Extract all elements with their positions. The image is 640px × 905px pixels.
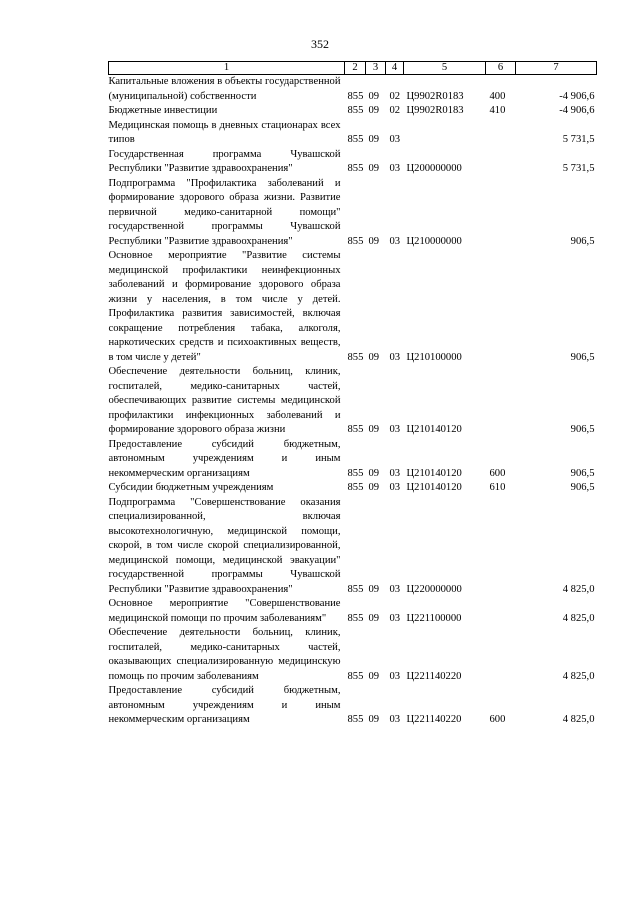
- row-pr-code: 03: [389, 351, 401, 363]
- row-pr-code: 03: [389, 163, 401, 174]
- table-row: [109, 119, 597, 148]
- row-pr-code: 03: [389, 424, 401, 435]
- table-row: [109, 438, 597, 482]
- row-rz-code: 09: [368, 714, 380, 725]
- row-csr-code: [404, 119, 486, 148]
- row-csr-code: Ц221100000: [406, 612, 462, 624]
- row-pr-code: 03: [389, 467, 401, 479]
- table-row: [109, 626, 597, 684]
- row-name: Капитальные вложения в объекты государственной (муниципальной) собственности: [108, 76, 341, 102]
- header-col-5: 5: [404, 62, 486, 75]
- row-csr-code: Ц9902R0183: [406, 105, 464, 116]
- row-sum: 5 731,5: [562, 163, 595, 174]
- row-sum: 906,5: [570, 235, 595, 247]
- row-pr-code: 03: [389, 482, 401, 493]
- row-name: Основное мероприятие "Совершенствование медицинской помощи по прочим заболеваниям": [108, 598, 341, 624]
- header-col-4: 4: [386, 62, 404, 75]
- row-pr-code: 03: [389, 670, 401, 682]
- row-gr-code: 855: [347, 714, 364, 725]
- row-name: Подпрограмма "Совершенствование оказания специализированной, включая высокотехнологичную, медицинской помощи, скорой, в том числе скорой специализированной, медицинской помощи, медицинской эвакуации" государственной программы Чувашской Республики "Развитие здравоохранения": [108, 496, 341, 595]
- row-name: Подпрограмма "Профилактика заболеваний и формирование здорового образа жизни. Развитие первичной медико-санитарной помощи" государственной программы Чувашской Республики "Развитие здравоохранения": [108, 177, 341, 247]
- row-vr-code: [486, 249, 516, 365]
- row-vr-code: 600: [489, 467, 506, 479]
- table-row: [109, 496, 597, 598]
- row-name: Государственная программа Чувашской Республики "Развитие здравоохранения": [108, 148, 341, 174]
- row-csr-code: Ц9902R0183: [406, 90, 464, 102]
- row-gr-code: 855: [347, 163, 364, 174]
- table-row: [109, 481, 597, 496]
- table-header: [109, 62, 597, 75]
- row-gr-code: 855: [347, 134, 364, 145]
- row-vr-code: 610: [489, 482, 506, 493]
- row-name: Предоставление субсидий бюджетным, автономным учреждениям и иным некоммерческим организациям: [108, 685, 341, 725]
- row-gr-code: 855: [347, 424, 364, 435]
- row-csr-code: Ц221140220: [406, 714, 462, 725]
- row-vr-code: [486, 177, 516, 250]
- row-gr-code: 855: [347, 670, 364, 682]
- row-sum: 4 825,0: [562, 714, 595, 725]
- row-csr-code: Ц210000000: [406, 235, 462, 247]
- table-row: [109, 597, 597, 626]
- row-rz-code: 09: [368, 105, 380, 116]
- row-gr-code: 855: [347, 583, 364, 595]
- row-csr-code: Ц210100000: [406, 351, 462, 363]
- header-row: [109, 62, 597, 75]
- table-row: [109, 684, 597, 728]
- row-sum: -4 906,6: [559, 105, 595, 116]
- row-rz-code: 09: [368, 467, 380, 479]
- row-rz-code: 09: [368, 163, 380, 174]
- row-name: Бюджетные инвестиции: [108, 105, 218, 116]
- row-gr-code: 855: [347, 612, 364, 624]
- row-vr-code: [486, 496, 516, 598]
- row-sum: 906,5: [570, 482, 595, 493]
- row-vr-code: [486, 597, 516, 626]
- table-row: [109, 75, 597, 105]
- header-col-7: 7: [516, 62, 597, 75]
- row-vr-code: [486, 626, 516, 684]
- row-gr-code: 855: [347, 482, 364, 493]
- row-pr-code: 02: [389, 105, 401, 116]
- row-sum: 4 825,0: [562, 583, 595, 595]
- row-csr-code: Ц200000000: [406, 163, 462, 174]
- table-row: [109, 365, 597, 438]
- row-csr-code: Ц210140120: [406, 424, 462, 435]
- row-csr-code: Ц210140120: [406, 482, 462, 493]
- row-name: Медицинская помощь в дневных стационарах всех типов: [108, 119, 341, 145]
- row-gr-code: 855: [347, 351, 364, 363]
- table-row: [109, 177, 597, 250]
- row-vr-code: 400: [489, 90, 506, 102]
- table-row: [109, 104, 597, 119]
- row-sum: 4 825,0: [562, 670, 595, 682]
- row-pr-code: 02: [389, 90, 401, 102]
- row-vr-code: 410: [489, 105, 506, 116]
- row-sum: -4 906,6: [559, 90, 595, 102]
- table-row: [109, 249, 597, 365]
- row-csr-code: Ц210140120: [406, 467, 462, 479]
- row-gr-code: 855: [347, 105, 364, 116]
- row-rz-code: 09: [368, 612, 380, 624]
- header-col-1: 1: [109, 62, 345, 75]
- row-pr-code: 03: [389, 583, 401, 595]
- row-vr-code: [486, 119, 516, 148]
- row-csr-code: Ц221140220: [406, 670, 462, 682]
- table-row: [109, 148, 597, 177]
- row-name: Основное мероприятие "Развитие системы медицинской профилактики неинфекционных заболеваний и формирование здорового образа жизни у населения, в том числе у детей. Профилактика развития зависимостей, включая сокращение потребления табака, алкоголя, наркотических средств и психоактивных веществ, в том числе у детей": [108, 250, 341, 363]
- row-sum: 906,5: [570, 467, 595, 479]
- row-pr-code: 03: [389, 714, 401, 725]
- row-name: Субсидии бюджетным учреждениям: [108, 482, 274, 493]
- row-pr-code: 03: [389, 612, 401, 624]
- header-col-6: 6: [486, 62, 516, 75]
- row-sum: 906,5: [570, 351, 595, 363]
- table-body: [109, 75, 597, 728]
- row-rz-code: 09: [368, 351, 380, 363]
- row-gr-code: 855: [347, 90, 364, 102]
- row-sum: 906,5: [570, 424, 595, 435]
- row-sum: 4 825,0: [562, 612, 595, 624]
- row-sum: 5 731,5: [562, 134, 595, 145]
- row-pr-code: 03: [389, 134, 401, 145]
- row-name: Предоставление субсидий бюджетным, автономным учреждениям и иным некоммерческим организациям: [108, 438, 341, 479]
- header-col-3: 3: [366, 62, 386, 75]
- row-csr-code: Ц220000000: [406, 583, 462, 595]
- row-rz-code: 09: [368, 235, 380, 247]
- page-number: 352: [311, 37, 329, 51]
- row-rz-code: 09: [368, 134, 380, 145]
- row-gr-code: 855: [347, 235, 364, 247]
- row-rz-code: 09: [368, 90, 380, 102]
- header-col-2: 2: [345, 62, 366, 75]
- row-vr-code: [486, 365, 516, 438]
- row-pr-code: 03: [389, 235, 401, 247]
- row-rz-code: 09: [368, 482, 380, 493]
- row-rz-code: 09: [368, 670, 380, 682]
- budget-table: [108, 61, 597, 728]
- row-gr-code: 855: [347, 467, 364, 479]
- row-vr-code: [486, 148, 516, 177]
- row-rz-code: 09: [368, 424, 380, 435]
- row-name: Обеспечение деятельности больниц, клиник, госпиталей, медико-санитарных частей, обеспечивающих развитие системы медицинской профилактики инфекционных заболеваний и формирование здорового образа жизни: [108, 366, 341, 435]
- row-rz-code: 09: [368, 583, 380, 595]
- row-name: Обеспечение деятельности больниц, клиник, госпиталей, медико-санитарных частей, оказывающих специализированную медицинскую помощь по прочим заболеваниям: [108, 627, 341, 682]
- row-vr-code: 600: [489, 714, 506, 725]
